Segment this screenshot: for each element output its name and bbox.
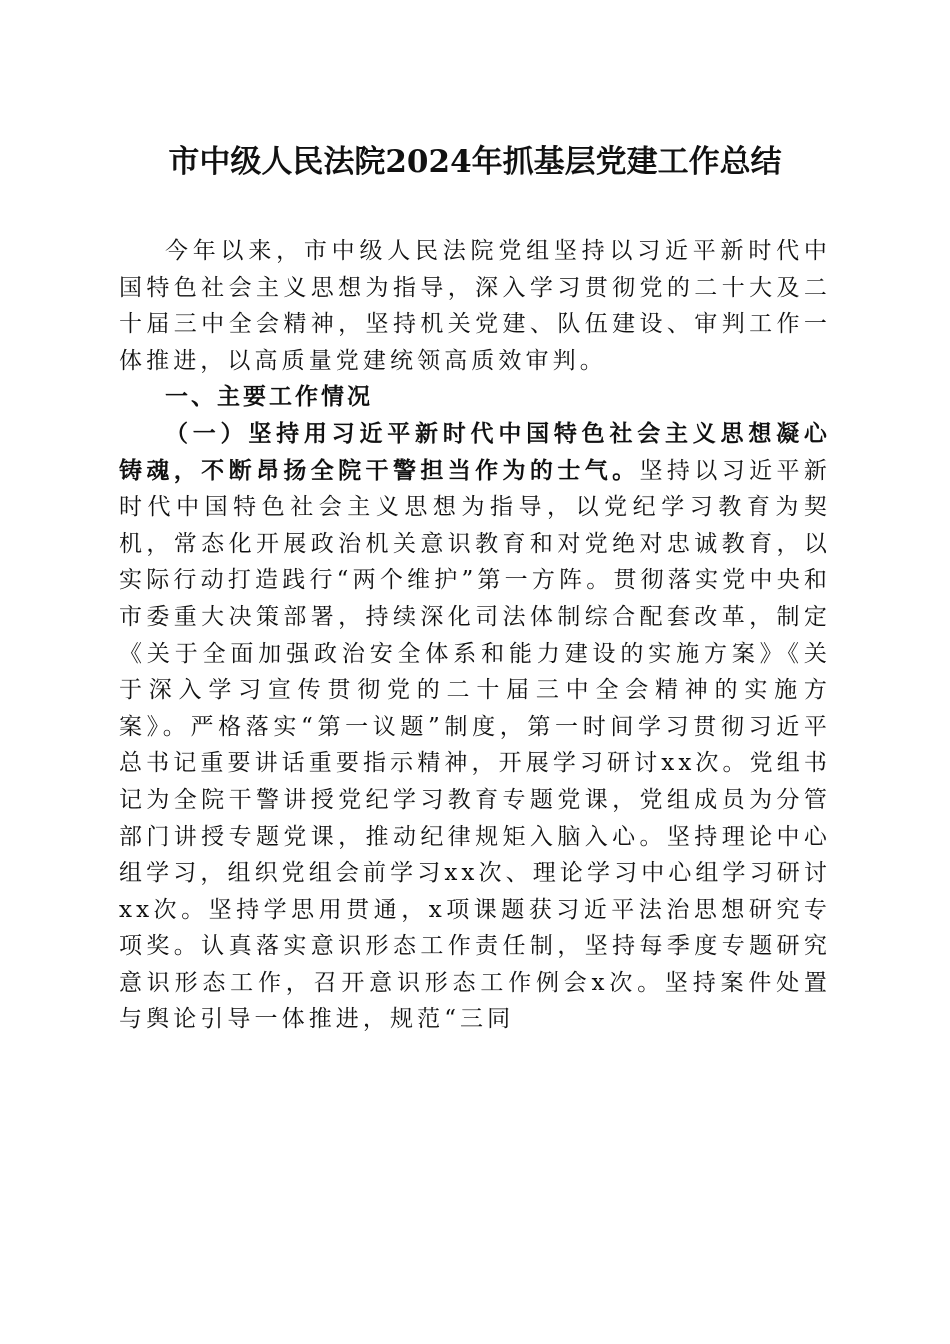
document-title: 市中级人民法院2024年抓基层党建工作总结 bbox=[168, 144, 782, 180]
paragraph-body: 坚持以习近平新时代中国特色社会主义思想为指导，以党纪学习教育为契机，常态化开展政治机关意识教育和对党绝对忠诚教育，以实际行动打造践行“两个维护”第一方阵。贯彻落实党中央和市委重大决策部署，持续深化司法体制综合配套改革，制定《关于全面加强政治安全体系和能力建设的实施方案》《关于深入学习宣传贯彻党的二十届三中全会精神的实施方案》。严格落实“第一议题”制度，第一时间学习贯彻习近平总书记重要讲话重要指示精神，开展学习研讨xx次。党组书记为全院干警讲授党纪学习教育专题党课，党组成员为分管部门讲授专题党课，推动纪律规矩入脑入心。坚持理论中心组学习，组织党组会前学习xx次、理论学习中心组学习研讨xx次。坚持学思用贯通，x项课题获习近平法治思想研究专项奖。认真落实意识形态工作责任制，坚持每季度专题研究意识形态工作，召开意识形态工作例会x次。坚持案件处置与舆论引导一体推进，规范“三同 bbox=[119, 457, 832, 1033]
section-paragraph bbox=[119, 416, 831, 1038]
paragraph-subheading: （一）坚持用习近平新时代中国特色社会主义思想凝心铸魂，不断昂扬全院干警担当作为的士气。 bbox=[119, 419, 831, 484]
section-heading: 一、主要工作情况 bbox=[165, 384, 373, 411]
intro-paragraph: 今年以来，市中级人民法院党组坚持以习近平新时代中国特色社会主义思想为指导，深入学习贯彻党的二十大及二十届三中全会精神，坚持机关党建、队伍建设、审判工作一体推进，以高质量党建统领高质效审判。 bbox=[119, 238, 831, 374]
document-body bbox=[119, 233, 831, 1038]
